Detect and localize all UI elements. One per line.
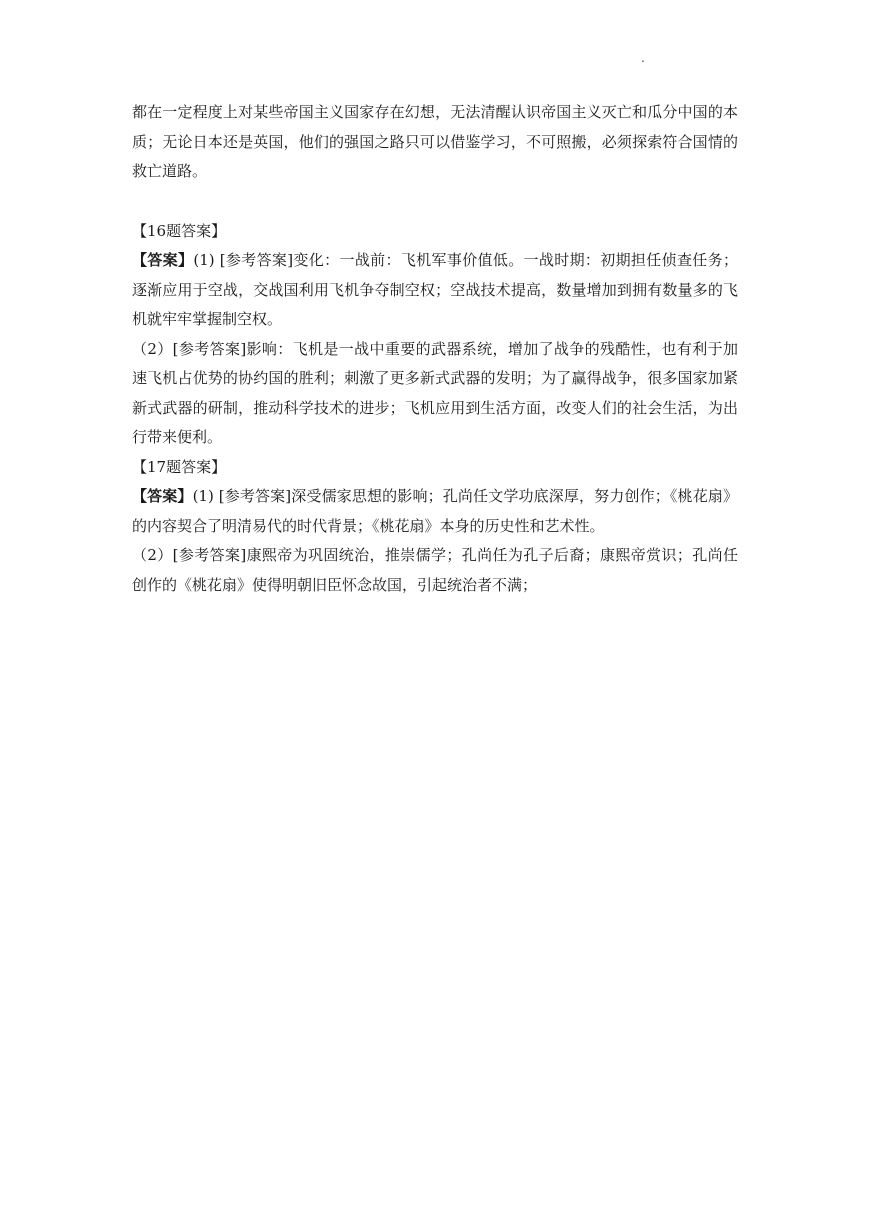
q17-part1-text: (1) [参考答案]深受儒家思想的影响；孔尚任文学功底深厚，努力创作；《桃花扇》的内容契合了明清易代的时代背景；《桃花扇》本身的历史性和艺术性。 <box>132 487 738 535</box>
q16-part1 <box>132 246 738 335</box>
q16-answer-tag: 【答案】 <box>132 251 194 269</box>
q16-heading: 【16题答案】 <box>132 221 227 240</box>
q17-answer-tag: 【答案】 <box>132 487 193 505</box>
q17-heading: 【17题答案】 <box>132 457 227 476</box>
section-spacer <box>132 187 738 217</box>
q17-part2: （2）[参考答案]康熙帝为巩固统治，推崇儒学；孔尚任为孔子后裔；康熙帝赏识；孔尚任创作的《桃花扇》使得明朝旧臣怀念故国，引起统治者不满； <box>132 546 738 594</box>
q17-part1 <box>132 482 738 541</box>
document-body <box>132 98 738 600</box>
intro-paragraph: 都在一定程度上对某些帝国主义国家存在幻想，无法清醒认识帝国主义灭亡和瓜分中国的本质；无论日本还是英国，他们的强国之路只可以借鉴学习，不可照搬，必须探索符合国情的救亡道路。 <box>132 103 738 180</box>
page-mark: . <box>641 51 645 65</box>
q16-part2: （2）[参考答案]影响：飞机是一战中重要的武器系统，增加了战争的残酷性，也有利于加速飞机占优势的协约国的胜利；刺激了更多新式武器的发明；为了赢得战争，很多国家加紧新式武器的研制，推动科学技术的进步；飞机应用到生活方面，改变人们的社会生活，为出行带来便利。 <box>132 339 738 446</box>
q16-part1-text: (1) [参考答案]变化：一战前：飞机军事价值低。一战时期：初期担任侦查任务；逐渐应用于空战，交战国利用飞机争夺制空权；空战技术提高，数量增加到拥有数量多的飞机就牢牢掌握制空权。 <box>132 251 738 328</box>
